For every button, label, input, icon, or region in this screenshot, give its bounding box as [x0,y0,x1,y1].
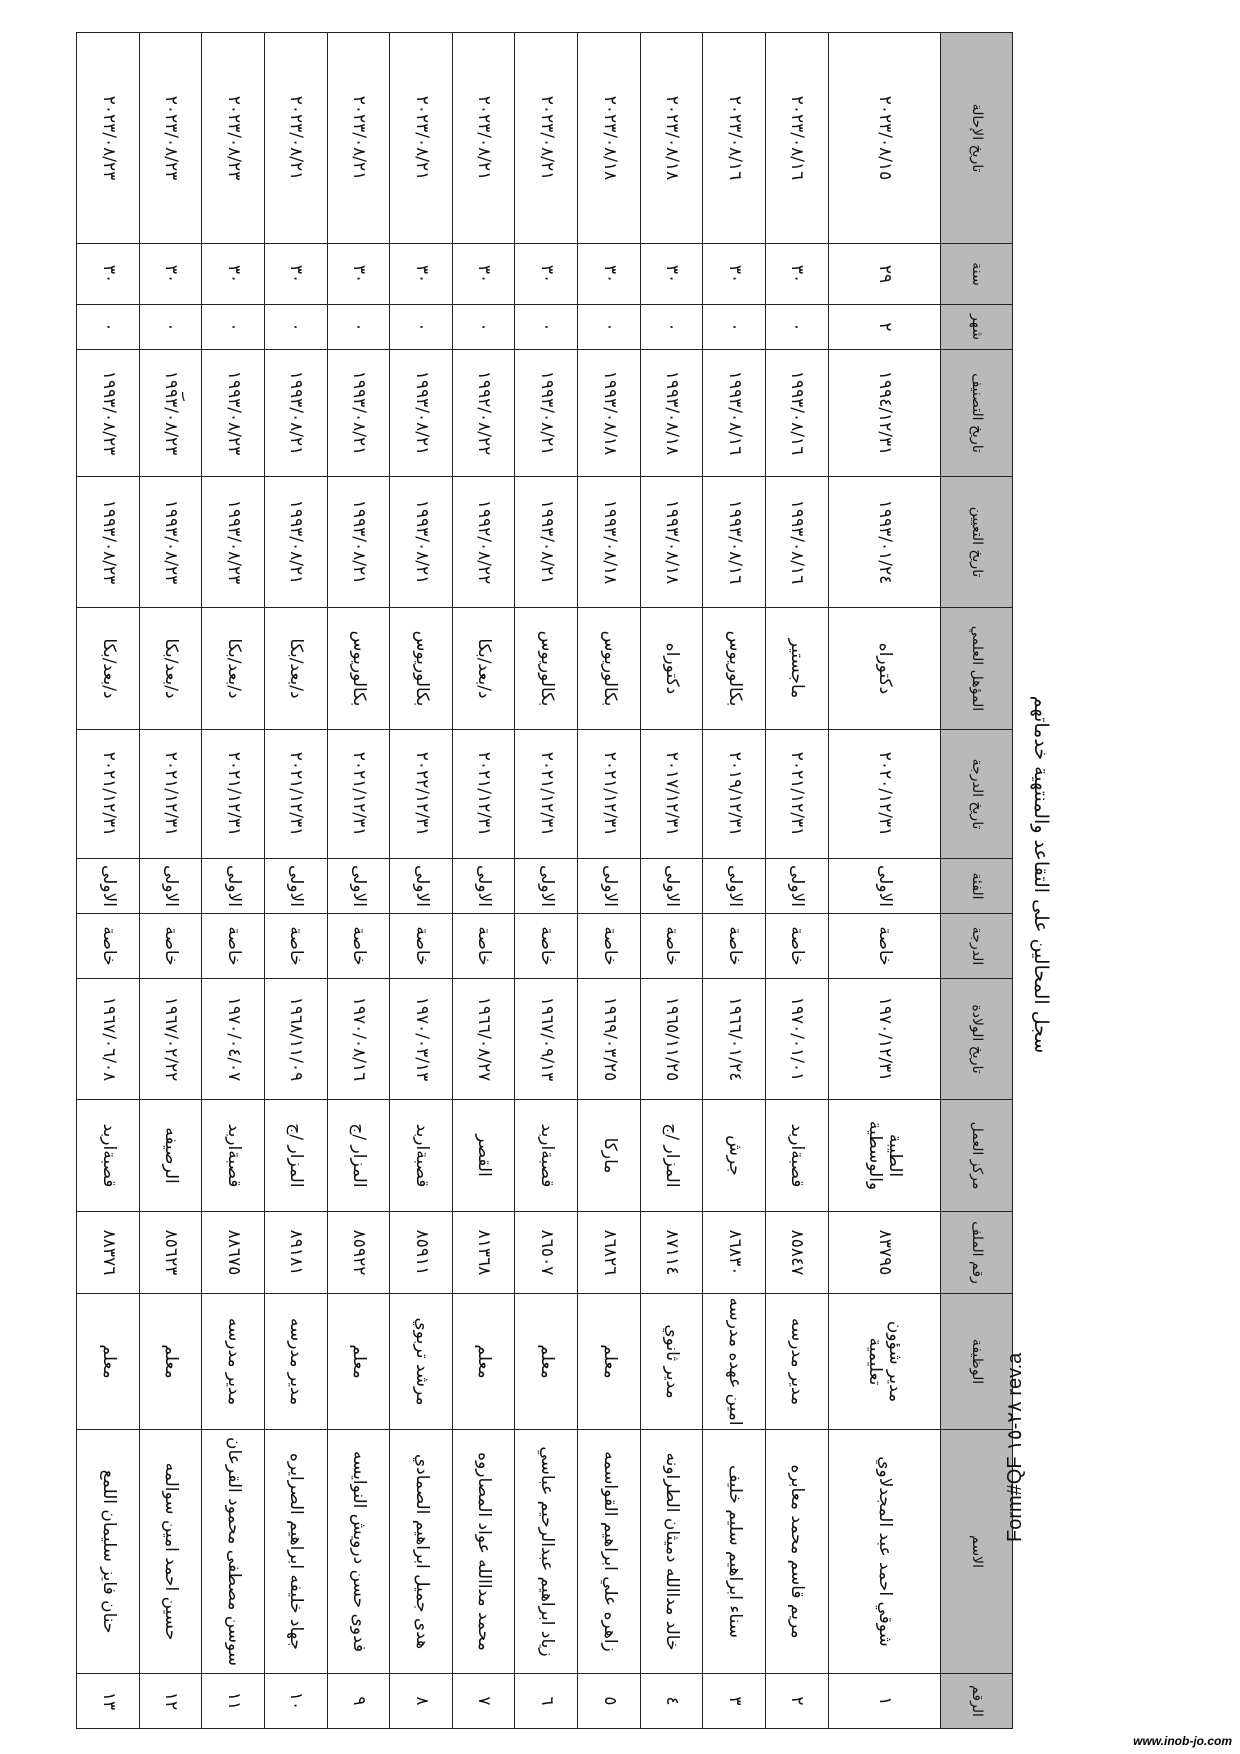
header-qualification: المؤهل العلمي [941,608,1013,730]
table-row [765,33,828,1729]
cell-work-center: قصبةاربد [515,1100,578,1212]
cell-index: ١ [828,1674,940,1729]
cell-category: الاولى [139,859,202,914]
cell-category: الاولى [77,859,140,914]
cell-classification-date: ١٩٩٣/٠٨/٢١ [515,350,578,477]
cell-qualification: ماجستير [765,608,828,730]
cell-year: ٣٠ [765,244,828,305]
cell-birth-date: ١٩٧٠/٠١/٠١ [765,979,828,1100]
cell-degree: خاصة [765,914,828,979]
cell-classification-date: ١٩٩٣/٠٨/٢١ [327,350,390,477]
cell-appointment-date: ١٩٩٣/٠٨/٢١ [515,477,578,608]
cell-qualification: بكالوريوس [327,608,390,730]
cell-birth-date: ١٩٦٨/١١/٠٩ [264,979,327,1100]
cell-category: الاولى [452,859,515,914]
cell-year: ٣٠ [640,244,703,305]
cell-month: ٠ [77,305,140,350]
cell-degree: خاصة [390,914,453,979]
cell-degree-date: ٢٠٢١/١٢/٣١ [202,730,265,859]
cell-year: ٣٠ [202,244,265,305]
cell-month: ٠ [703,305,766,350]
cell-qualification: بكالوريوس [515,608,578,730]
cell-month: ٠ [640,305,703,350]
cell-appointment-date: ١٩٩٣/٠٨/٢١ [327,477,390,608]
cell-retirement-date: ٢٠٢٣/٠٨/١٥ [828,33,940,244]
cell-retirement-date: ٢٠٢٣/٠٨/٢١ [452,33,515,244]
cell-month: ٠ [765,305,828,350]
cell-degree-date: ٢٠٢١/١٢/٣١ [327,730,390,859]
form-code: Form#QF ٢٨-١٥ rev.a [1004,1352,1026,1542]
cell-retirement-date: ٢٠٢٣/٠٨/٢١ [390,33,453,244]
cell-file-number: ٨١٣٦٨ [452,1212,515,1294]
cell-qualification: دكتوراه [828,608,940,730]
cell-work-center: ماركا [578,1100,641,1212]
cell-degree: خاصة [828,914,940,979]
cell-birth-date: ١٩٧٠/١٢/٣١ [828,979,940,1100]
cell-retirement-date: ٢٠٢٣/٠٨/٢١ [515,33,578,244]
cell-month: ٠ [390,305,453,350]
cell-retirement-date: ٢٠٢٣/٠٨/٢٣ [202,33,265,244]
cell-qualification: بكالوريوس [578,608,641,730]
table-row [703,33,766,1729]
cell-year: ٣٠ [578,244,641,305]
cell-file-number: ٨٣٧٩٥ [828,1212,940,1294]
cell-index: ٣ [703,1674,766,1729]
cell-retirement-date: ٢٠٢٣/٠٨/١٦ [703,33,766,244]
cell-name: سوسن مصطفى محمود القرعان [202,1430,265,1674]
cell-appointment-date: ١٩٩٣/٠٨/١٦ [765,477,828,608]
cell-category: الاولى [327,859,390,914]
cell-job: مرشد تربوي [390,1294,453,1430]
cell-degree-date: ٢٠٢١/١٢/٣١ [765,730,828,859]
cell-job: مدير مدرسه [765,1294,828,1430]
cell-month: ٠ [327,305,390,350]
cell-work-center: قصبةاربد [77,1100,140,1212]
cell-appointment-date: ١٩٩٣/٠٨/٢١ [390,477,453,608]
cell-category: الاولى [640,859,703,914]
header-job: الوظيفة [941,1294,1013,1430]
header-degree-date: تاريخ الدرجة [941,730,1013,859]
table-row [264,33,327,1729]
header-month: شهر [941,305,1013,350]
header-name: الاسم [941,1430,1013,1674]
cell-degree-date: ٢٠١٩/١٢/٣١ [703,730,766,859]
footer-url: www.inob-jo.com [1133,1734,1232,1748]
cell-retirement-date: ٢٠٢٣/٠٨/٢١ [264,33,327,244]
cell-degree-date: ٢٠٢١/١٢/٣١ [264,730,327,859]
cell-appointment-date: ١٩٩٣/٠١/٢٤ [828,477,940,608]
cell-work-center: قصبةاربد [202,1100,265,1212]
cell-classification-date: ١٩٩٤/١٢/٣١ [828,350,940,477]
cell-appointment-date: ١٩٩٣/٠٨/٢٣ [202,477,265,608]
cell-file-number: ٨٥٦٢٣ [139,1212,202,1294]
cell-job: معلم [452,1294,515,1430]
cell-month: ٢ [828,305,940,350]
cell-year: ٣٠ [703,244,766,305]
cell-degree-date: ٢٠٢١/١٢/٣١ [578,730,641,859]
cell-appointment-date: ١٩٩٣/٠٨/١٨ [640,477,703,608]
cell-year: ٣٠ [139,244,202,305]
cell-degree-date: ٢٠١٧/١٢/٣١ [640,730,703,859]
cell-category: الاولى [202,859,265,914]
cell-degree: خاصة [703,914,766,979]
cell-name: شوقي احمد عبد المجدلاوي [828,1430,940,1674]
header-year: سنة [941,244,1013,305]
cell-appointment-date: ١٩٩٣/٠٨/٢٣ [77,477,140,608]
document-title: سجل المحالين على التقاعد والمنتهية خدماتهم [1030,695,1052,1054]
cell-year: ٣٠ [452,244,515,305]
cell-birth-date: ١٩٧٠/٠٨/١٦ [327,979,390,1100]
cell-index: ٨ [390,1674,453,1729]
cell-classification-date: ١٩٩٣/٠٨/٢٣ [77,350,140,477]
cell-index: ١٢ [139,1674,202,1729]
cell-file-number: ٨٦٨٣٠ [703,1212,766,1294]
table-row [515,33,578,1729]
cell-job: مدير مدرسه [264,1294,327,1430]
header-retirement-date: تاريخ الإحالة [941,33,1013,244]
cell-qualification: د/بعد/بكا [264,608,327,730]
cell-degree-date: ٢٠٢١/١٢/٣١ [515,730,578,859]
page-number: ١ [179,387,187,404]
cell-job: مدير مدرسه [202,1294,265,1430]
retirees-register-table [76,32,1013,1729]
cell-month: ٠ [452,305,515,350]
cell-degree: خاصة [640,914,703,979]
cell-birth-date: ١٩٦٧/٠٢/٢٢ [139,979,202,1100]
cell-name: سناء ابراهيم سليم خليف [703,1430,766,1674]
cell-work-center: قصبةاربد [765,1100,828,1212]
cell-category: الاولى [703,859,766,914]
header-index: الرقم [941,1674,1013,1729]
cell-category: الاولى [828,859,940,914]
cell-degree-date: ٢٠٢١/١٢/٣١ [77,730,140,859]
table-row [578,33,641,1729]
cell-name: حسين احمد امين سوالمه [139,1430,202,1674]
cell-work-center: المزار /ج [264,1100,327,1212]
cell-birth-date: ١٩٧٠/٠٣/١٣ [390,979,453,1100]
cell-retirement-date: ٢٠٢٣/٠٨/٢٣ [139,33,202,244]
header-file-number: رقم الملف [941,1212,1013,1294]
cell-name: فدوى حسن درويش النوايسه [327,1430,390,1674]
table-row [139,33,202,1729]
cell-appointment-date: ١٩٩٣/٠٨/٢٣ [139,477,202,608]
table-row [452,33,515,1729]
cell-classification-date: ١٩٩٣/٠٨/١٦ [703,350,766,477]
cell-retirement-date: ٢٠٢٣/٠٨/٢٣ [77,33,140,244]
cell-year: ٣٠ [264,244,327,305]
cell-qualification: د/بعد/بكا [77,608,140,730]
cell-category: الاولى [390,859,453,914]
cell-index: ٧ [452,1674,515,1729]
cell-birth-date: ١٩٦٦/٠١/٢٤ [703,979,766,1100]
cell-classification-date: ١٩٩٣/٠٨/١٨ [640,350,703,477]
register-table-wrapper [76,32,1013,1717]
cell-category: الاولى [765,859,828,914]
cell-retirement-date: ٢٠٢٣/٠٨/١٨ [578,33,641,244]
cell-work-center: المزار /ج [640,1100,703,1212]
cell-name: جهاد خليفه ابراهيم الصرايره [264,1430,327,1674]
cell-name: هدى جميل ابراهيم الصمادي [390,1430,453,1674]
cell-file-number: ٨٦٥٠٧ [515,1212,578,1294]
cell-appointment-date: ١٩٩٣/٠٨/٢١ [264,477,327,608]
cell-year: ٣٠ [390,244,453,305]
cell-retirement-date: ٢٠٢٣/٠٨/١٦ [765,33,828,244]
cell-file-number: ٨٩١٨١ [264,1212,327,1294]
cell-qualification: د/بعد/بكا [139,608,202,730]
cell-year: ٣٠ [515,244,578,305]
cell-degree: خاصة [139,914,202,979]
cell-job: معلم [77,1294,140,1430]
cell-degree-date: ٢٠٢١/١٢/٣١ [452,730,515,859]
cell-degree-date: ٢٠٢٢/١٢/٣١ [390,730,453,859]
cell-job: امين عهده مدرسه [703,1294,766,1430]
cell-birth-date: ١٩٧٠/٠٤/٠٧ [202,979,265,1100]
cell-name: خالد مداالله دميثان الطراونه [640,1430,703,1674]
table-row [77,33,140,1729]
cell-name: زاهره علي ابراهيم القواسمه [578,1430,641,1674]
header-classification-date: تاريخ التصنيف [941,350,1013,477]
cell-index: ١٠ [264,1674,327,1729]
cell-birth-date: ١٩٦٦/٠٨/٢٧ [452,979,515,1100]
cell-degree-date: ٢٠٢٠/١٢/٣١ [828,730,940,859]
cell-index: ٤ [640,1674,703,1729]
cell-category: الاولى [578,859,641,914]
cell-birth-date: ١٩٦٩/٠٣/٢٥ [578,979,641,1100]
cell-degree: خاصة [202,914,265,979]
cell-name: محمد مداالله عواد المصاروه [452,1430,515,1674]
cell-category: الاولى [515,859,578,914]
cell-qualification: بكالوريوس [390,608,453,730]
cell-file-number: ٨٦٨٢٦ [578,1212,641,1294]
cell-file-number: ٨٧١١٤ [640,1212,703,1294]
cell-job: مدير ثانوي [640,1294,703,1430]
cell-degree: خاصة [77,914,140,979]
cell-qualification: د/بعد/بكا [202,608,265,730]
cell-qualification: د/بعد/بكا [452,608,515,730]
cell-qualification: دكتوراه [640,608,703,730]
cell-file-number: ٨٥٩٢٢ [327,1212,390,1294]
cell-degree: خاصة [452,914,515,979]
cell-work-center: قصبةاربد [390,1100,453,1212]
cell-birth-date: ١٩٦٧/٠٦/٠٨ [77,979,140,1100]
cell-job: معلم [139,1294,202,1430]
cell-classification-date: ١٩٩٣/٠٨/١٨ [578,350,641,477]
cell-degree-date: ٢٠٢١/١٢/٣١ [139,730,202,859]
cell-month: ٠ [578,305,641,350]
cell-retirement-date: ٢٠٢٣/٠٨/٢١ [327,33,390,244]
cell-job: معلم [515,1294,578,1430]
cell-job: مدير شؤون تعليمية [828,1294,940,1430]
cell-birth-date: ١٩٦٥/١١/٢٥ [640,979,703,1100]
cell-index: ٦ [515,1674,578,1729]
cell-year: ٣٠ [327,244,390,305]
cell-job: معلم [578,1294,641,1430]
cell-file-number: ٨٨٣٧٦ [77,1212,140,1294]
table-row [202,33,265,1729]
cell-file-number: ٨٨٦٧٥ [202,1212,265,1294]
header-degree: الدرجة [941,914,1013,979]
cell-index: ١١ [202,1674,265,1729]
cell-index: ٩ [327,1674,390,1729]
landscape-register [76,32,1061,1717]
cell-month: ٠ [139,305,202,350]
cell-index: ١٣ [77,1674,140,1729]
table-row [828,33,940,1729]
table-row [327,33,390,1729]
header-birth-date: تاريخ الولادة [941,979,1013,1100]
cell-file-number: ٨٥٨٤٧ [765,1212,828,1294]
header-work-center: مركز العمل [941,1100,1013,1212]
cell-birth-date: ١٩٦٧/٠٩/١٣ [515,979,578,1100]
cell-appointment-date: ١٩٩٣/٠٨/١٨ [578,477,641,608]
cell-work-center: المزار /ج [327,1100,390,1212]
cell-month: ٠ [264,305,327,350]
cell-classification-date: ١٩٩٣/٠٨/٢٣ [139,350,202,477]
cell-name: زياد ابراهيم عبدالرحيم عباسي [515,1430,578,1674]
header-category: الفئة [941,859,1013,914]
cell-month: ٠ [515,305,578,350]
cell-category: الاولى [264,859,327,914]
cell-classification-date: ١٩٩٣/٠٨/٢١ [390,350,453,477]
cell-index: ٥ [578,1674,641,1729]
cell-classification-date: ١٩٩٣/٠٨/٢١ [264,350,327,477]
table-row [640,33,703,1729]
cell-appointment-date: ١٩٩٢/٠٨/٢٢ [452,477,515,608]
cell-classification-date: ١٩٩٣/٠٨/٢٣ [202,350,265,477]
cell-degree: خاصة [264,914,327,979]
header-appointment-date: تاريخ التعيين [941,477,1013,608]
cell-job: معلم [327,1294,390,1430]
cell-retirement-date: ٢٠٢٣/٠٨/١٨ [640,33,703,244]
cell-classification-date: ١٩٩٣/٠٨/١٦ [765,350,828,477]
cell-name: حنان فايز سليمان اللمع [77,1430,140,1674]
cell-work-center: جرش [703,1100,766,1212]
cell-year: ٢٩ [828,244,940,305]
cell-appointment-date: ١٩٩٣/٠٨/١٦ [703,477,766,608]
cell-month: ٠ [202,305,265,350]
cell-qualification: بكالوريوس [703,608,766,730]
cell-name: مريم قاسم محمد معابره [765,1430,828,1674]
cell-work-center: القصر [452,1100,515,1212]
cell-classification-date: ١٩٩٢/٠٨/٢٢ [452,350,515,477]
table-row [390,33,453,1729]
cell-year: ٣٠ [77,244,140,305]
cell-degree: خاصة [578,914,641,979]
cell-file-number: ٨٥٩١١ [390,1212,453,1294]
cell-degree: خاصة [515,914,578,979]
cell-work-center: الطيبة والوسطية [828,1100,940,1212]
cell-work-center: الرصيفه [139,1100,202,1212]
cell-degree: خاصة [327,914,390,979]
cell-index: ٢ [765,1674,828,1729]
